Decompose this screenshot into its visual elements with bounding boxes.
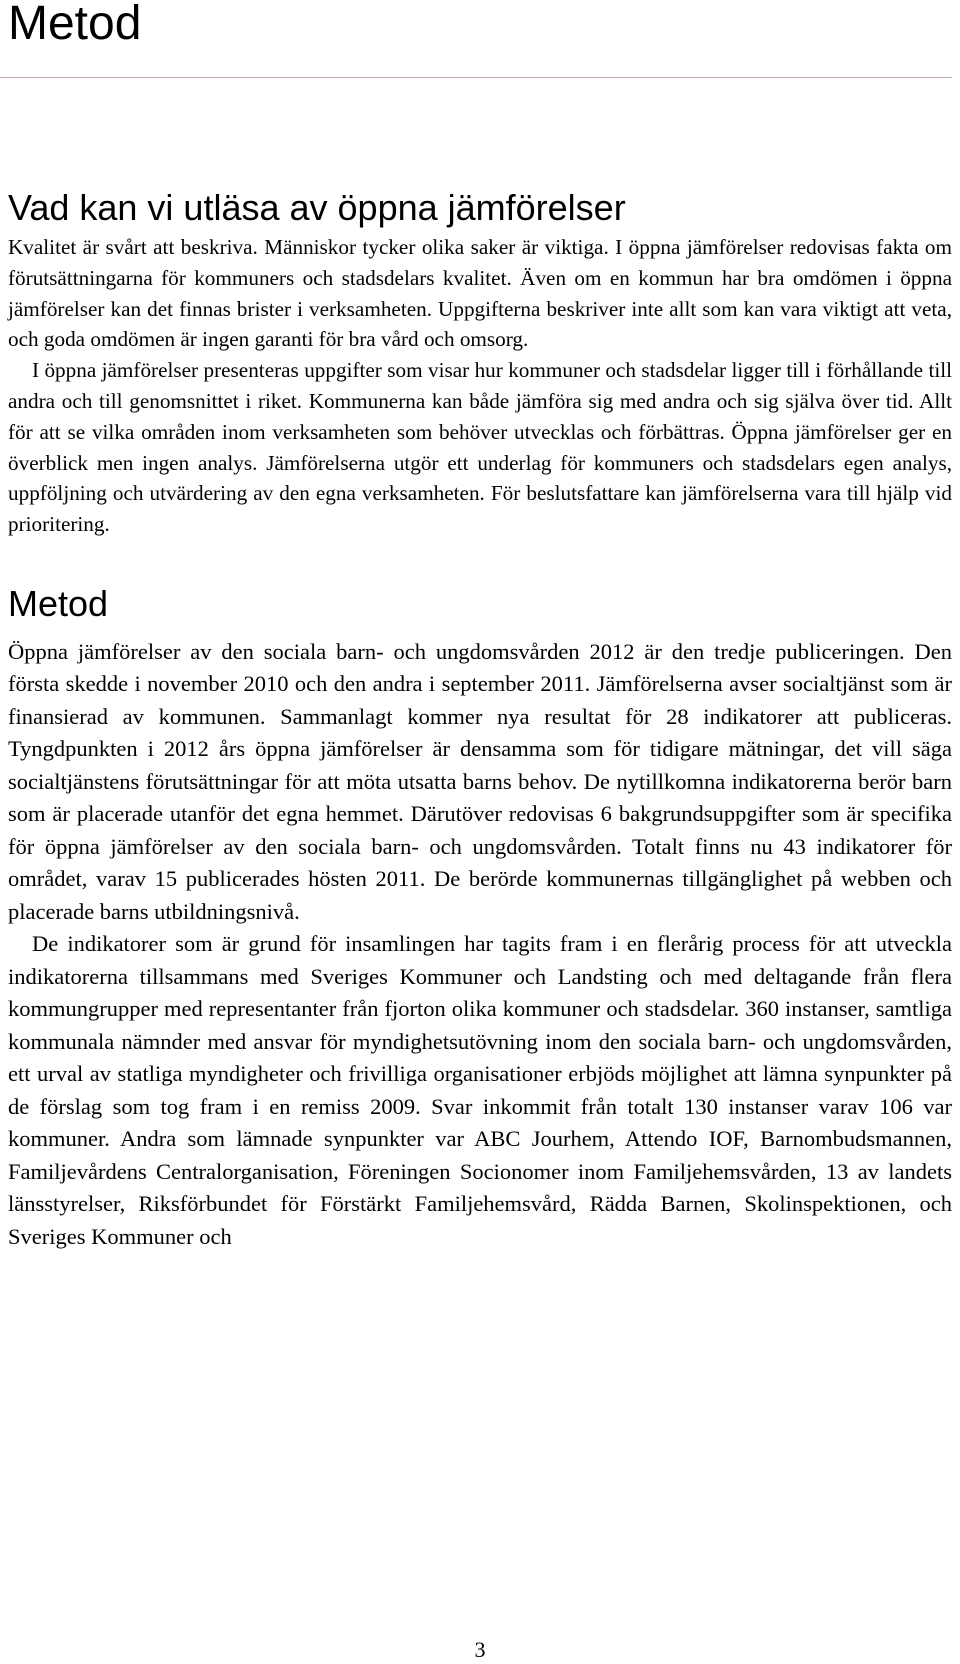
page-header — [0, 0, 952, 80]
section-vad-kan-vi-utlasa — [8, 186, 952, 540]
paragraph: I öppna jämförelser presenteras uppgifter som visar hur kommuner och stadsdelar ligger till i förhållande till andra och till genomsnittet i riket. Kommunerna kan både jämföra sig med andra och sig själva över tid. Allt för att se vilka områden inom verksamheten som behöver utvecklas och förbättras. Öppna jämförelser ger en överblick men ingen analys. Jämförelserna utgör ett underlag för kommuners och stadsdelars egen analys, uppföljning och utvärdering av den egna verksamheten. För beslutsfattare kan jämförelserna vara till hjälp vid prioritering. — [8, 358, 952, 537]
section-heading: Metod — [8, 582, 109, 624]
page-title: Metod — [8, 0, 142, 50]
document-body — [8, 186, 952, 1253]
paragraph: Kvalitet är svårt att beskriva. Människor tycker olika saker är viktiga. I öppna jämförelser redovisas fakta om förutsättningarna för kommuners och stadsdelars kvalitet. Även om en kommun har bra omdömen i öppna jämförelser kan det finnas brister i verksamheten. Uppgifterna beskriver inte allt som kan vara viktigt att veta, och goda omdömen är ingen garanti för bra vård och omsorg. — [8, 235, 952, 352]
section-heading: Vad kan vi utläsa av öppna jämförelser — [8, 187, 626, 228]
section-metod — [8, 582, 952, 1254]
page-number: 3 — [474, 1637, 486, 1662]
paragraph: De indikatorer som är grund för insamlingen har tagits fram i en flerårig process för att utveckla indikatorerna tillsammans med Sveriges Kommuner och Landsting och med deltagande från flera kommungrupper med representanter från fjorton olika kommuner och stadsdelar. 360 instanser, samtliga kommunala nämnder med ansvar för myndighetsutövning inom den sociala barn- och ungdomsvården, ett urval av statliga myndigheter och frivilliga organisationer erbjöds möjlighet att lämna synpunkter på de förslag som tog fram i en remiss 2009. Svar inkommit från totalt 130 instanser varav 106 var kommuner. Andra som lämnade synpunkter var ABC Jourhem, Attendo IOF, Barnombudsmannen, Familjevårdens Centralorganisation, Föreningen Socionomer inom Familjehemsvården, 13 av landets länsstyrelser, Riksförbundet för Förstärkt Familjehemsvård, Rädda Barnen, Skolinspektionen, och Sveriges Kommuner och — [8, 931, 952, 1249]
header-divider — [0, 77, 952, 78]
paragraph: Öppna jämförelser av den sociala barn- och ungdomsvården 2012 är den tredje publiceringen. Den första skedde i november 2010 och den andra i september 2011. Jämförelserna avser socialtjänst som är finansierad av kommunen. Sammanlagt kommer nya resultat för 28 indikatorer att publiceras. Tyngdpunkten i 2012 års öppna jämförelser är densamma som för tidigare mätningar, det vill säga socialtjänstens förutsättningar för att möta utsatta barns behov. De nytillkomna indikatorerna berör barn som är placerade utanför det egna hemmet. Därutöver redovisas 6 bakgrundsuppgifter som är specifika för öppna jämförelser av den sociala barn- och ungdomsvården. Totalt finns nu 43 indikatorer för området, varav 15 publicerades hösten 2011. De berörde kommunernas tillgänglighet på webben och placerade barns utbildningsnivå. — [8, 638, 952, 924]
